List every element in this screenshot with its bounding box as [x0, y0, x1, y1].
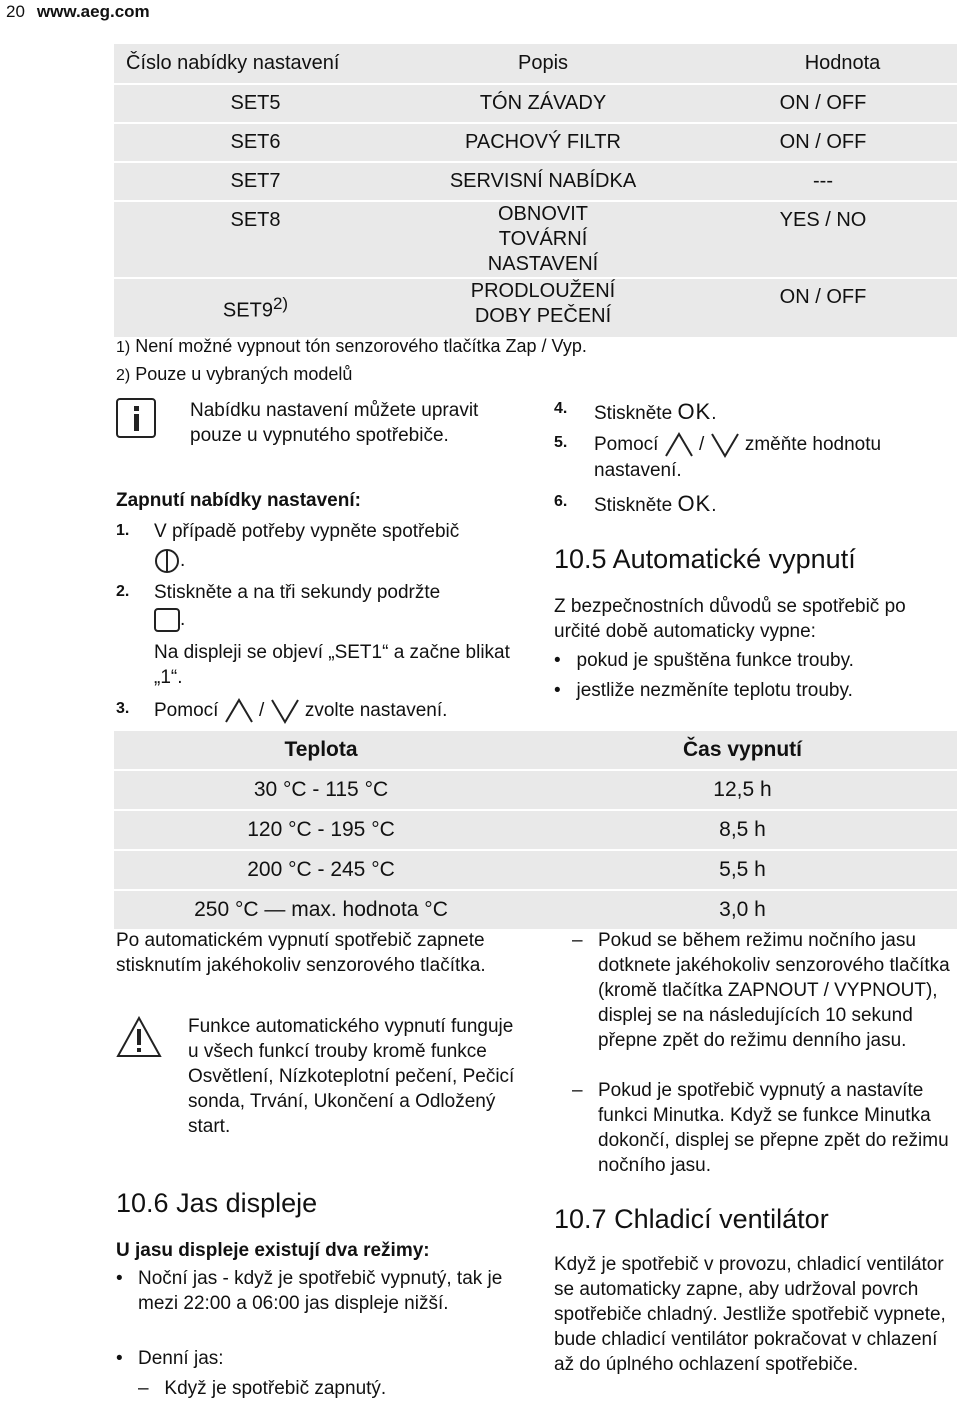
settings-table	[114, 44, 957, 339]
step-4: Stiskněte OK.	[594, 399, 717, 424]
table-row	[114, 278, 957, 338]
step-text: zvolte nastavení.	[304, 700, 448, 722]
step-text: V případě potřeby vypněte spotřebič	[154, 521, 460, 542]
square-icon: .	[154, 608, 185, 632]
section-title: Jas displeje	[176, 1188, 318, 1218]
table-row	[114, 201, 957, 278]
cell: 12,5 h	[528, 770, 957, 810]
bullet-item: • Noční jas - když je spotřebič vypnutý, tak je mezi 22:00 a 06:00 jas displeje nižší.	[116, 1266, 516, 1316]
step-number: 3.	[116, 700, 130, 717]
bullet-text: Denní jas:	[138, 1348, 224, 1369]
step-text: /	[698, 434, 705, 456]
cell: PACHOVÝ FILTR	[397, 123, 689, 162]
table-row	[114, 890, 957, 929]
up-arrow-icon	[224, 698, 254, 724]
subheading: Zapnutí nabídky nastavení:	[116, 490, 361, 511]
dash-text: Když je spotřebič zapnutý.	[164, 1378, 387, 1399]
section-title-10-7	[554, 1204, 829, 1235]
col-header-number: Číslo nabídky nastavení	[114, 44, 397, 84]
bullet-text: pokud je spuštěna funkce trouby.	[576, 650, 854, 671]
paragraph: Po automatickém vypnutí spotřebič zapnete stisknutím jakéhokoliv senzorového tlačítka.	[116, 930, 486, 976]
cell: 3,0 h	[528, 890, 957, 929]
bullet-item: • pokud je spuštěna funkce trouby.	[554, 650, 854, 671]
table-row	[114, 810, 957, 850]
site-url: www.aeg.com	[36, 2, 150, 21]
paragraph: Z bezpečnostních důvodů se spotřebič po určité době automaticky vypne:	[554, 596, 906, 642]
dash-item: – Když je spotřebič zapnutý.	[138, 1378, 387, 1399]
step-number: 6.	[554, 493, 568, 510]
section-number: 10.6	[116, 1188, 169, 1218]
step-text: Pomocí	[154, 700, 219, 722]
cell: ON / OFF	[689, 278, 957, 338]
cell: TÓN ZÁVADY	[397, 84, 689, 123]
step-number: 4.	[554, 400, 568, 417]
cell: 5,5 h	[528, 850, 957, 890]
col-header-temp: Teplota	[114, 730, 528, 770]
ok-icon: OK	[677, 399, 712, 424]
bullet-text: Noční jas - když je spotřebič vypnutý, tak je mezi 22:00 a 06:00 jas displeje nižší.	[138, 1268, 503, 1314]
step-5	[594, 432, 934, 483]
table-row	[114, 162, 957, 201]
footnote-mark: 2)	[116, 367, 131, 384]
page-number: 20	[6, 2, 25, 21]
cell: SET8	[114, 201, 397, 278]
bullet-item: • Denní jas:	[116, 1348, 224, 1369]
dash-text: Pokud je spotřebič vypnutý a nastavíte funkci Minutka. Když se funkce Minutka dokončí, displej se přepne zpět do režimu nočního jasu.	[598, 1080, 949, 1176]
dash-item: – Pokud je spotřebič vypnutý a nastavíte funkci Minutka. Když se funkce Minutka dokončí, displej se přepne zpět do režimu nočního jasu.	[572, 1078, 952, 1178]
warning-text: Funkce automatického vypnutí funguje u všech funkcí trouby kromě funkce Osvětlení, Nízkoteplotní pečení, Pečicí sonda, Trvání, Ukončení a Odložený start.	[188, 1016, 515, 1137]
step-text: Pomocí	[594, 434, 659, 456]
footnote-1	[116, 336, 587, 357]
table-header	[114, 44, 957, 84]
step-text: změňte hodnotu nastavení.	[594, 434, 882, 481]
power-icon: .	[154, 548, 185, 574]
step-number: 1.	[116, 522, 130, 539]
step-text: Stiskněte	[594, 495, 673, 516]
cell: SET5	[114, 84, 397, 123]
cell: 200 °C - 245 °C	[114, 850, 528, 890]
table-row	[114, 770, 957, 810]
table-row	[114, 850, 957, 890]
down-arrow-icon	[710, 432, 740, 458]
warning-icon	[116, 1016, 162, 1058]
cell: SET7	[114, 162, 397, 201]
table-row	[114, 84, 957, 123]
cell: 30 °C - 115 °C	[114, 770, 528, 810]
dash-item: – Pokud se během režimu nočního jasu dotknete jakéhokoliv senzorového tlačítka (kromě tlačítka ZAPNOUT / VYPNOUT), displej se na následujících 10 sekund přepne zpět do režimu denního jasu.	[572, 928, 952, 1053]
page-header	[6, 2, 150, 22]
footnote-text: Není možné vypnout tón senzorového tlačítka Zap / Vyp.	[135, 336, 587, 356]
subheading: U jasu displeje existují dva režimy:	[116, 1240, 430, 1261]
section-number: 10.5	[554, 544, 607, 574]
dash-text: Pokud se během režimu nočního jasu dotknete jakéhokoliv senzorového tlačítka (kromě tlačítka ZAPNOUT / VYPNOUT), displej se na následujících 10 sekund přepne zpět do režimu denního jasu.	[598, 930, 950, 1051]
up-arrow-icon	[664, 432, 694, 458]
cell: YES / NO	[689, 201, 957, 278]
step-text: Stiskněte	[594, 403, 673, 424]
step-text: Na displeji se objeví „SET1“ a začne blikat „1“.	[154, 642, 510, 688]
section-title: Automatické vypnutí	[612, 544, 856, 574]
cell: ON / OFF	[689, 123, 957, 162]
step-text: /	[258, 700, 265, 722]
auto-off-table	[114, 729, 957, 929]
step-6: Stiskněte OK.	[594, 491, 717, 516]
bullet-text: jestliže nezměníte teplotu trouby.	[576, 680, 853, 701]
ok-icon: OK	[677, 491, 712, 516]
info-icon	[116, 398, 156, 438]
table-row	[114, 123, 957, 162]
cell: PRODLOUŽENÍ DOBY PEČENÍ	[397, 278, 689, 338]
cell: 120 °C - 195 °C	[114, 810, 528, 850]
cell: SERVISNÍ NABÍDKA	[397, 162, 689, 201]
section-number: 10.7	[554, 1204, 607, 1234]
section-title-10-5	[554, 544, 856, 575]
cell-text: SET9	[222, 299, 273, 322]
cell: ON / OFF	[689, 84, 957, 123]
col-header-time: Čas vypnutí	[528, 730, 957, 770]
footnote-text: Pouze u vybraných modelů	[135, 364, 353, 384]
bullet-item: • jestliže nezměníte teplotu trouby.	[554, 680, 853, 701]
col-header-desc: Popis	[397, 44, 689, 84]
paragraph: Když je spotřebič v provozu, chladicí ventilátor se automaticky zapne, aby udržoval povrch spotřebiče chladný. Jestliže spotřebič vypnete, bude chladicí ventilátor pokračovat v chlazení až do úplného ochlazení spotřebiče.	[554, 1254, 946, 1375]
footnote-mark: 1)	[116, 339, 131, 356]
cell	[114, 278, 397, 338]
section-title-10-6	[116, 1188, 317, 1219]
info-text: Nabídku nastavení můžete upravit pouze u vypnutého spotřebiče.	[190, 400, 479, 446]
col-header-value: Hodnota	[689, 44, 957, 84]
footnote-mark: 2)	[272, 294, 289, 313]
step-3	[154, 698, 447, 724]
cell: SET6	[114, 123, 397, 162]
cell: 8,5 h	[528, 810, 957, 850]
footnote-2	[116, 364, 352, 385]
cell: ---	[689, 162, 957, 201]
cell: 250 °C — max. hodnota °C	[114, 890, 528, 929]
step-text: Stiskněte a na tři sekundy podržte	[154, 582, 441, 603]
down-arrow-icon	[270, 698, 300, 724]
step-number: 5.	[554, 434, 568, 451]
step-number: 2.	[116, 583, 130, 600]
table-header	[114, 730, 957, 770]
cell: OBNOVIT TOVÁRNÍ NASTAVENÍ	[397, 201, 689, 278]
section-title: Chladicí ventilátor	[614, 1204, 829, 1234]
